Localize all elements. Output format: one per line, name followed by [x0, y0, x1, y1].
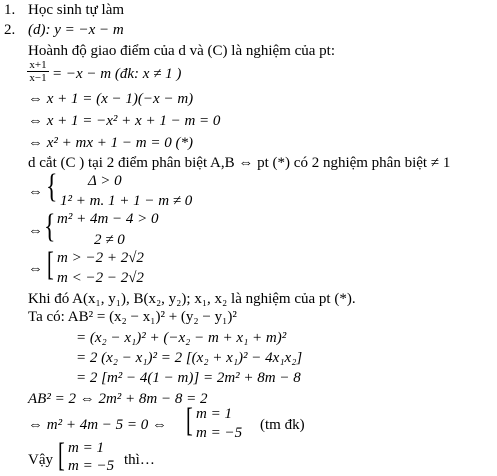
system-1-line-b: 1² + m. 1 + 1 − m ≠ 0: [60, 193, 193, 209]
system-2-line-b: 2 ≠ 0: [94, 232, 125, 248]
equation-3: ⇔ x + 1 = −x² + x + 1 − m = 0: [28, 113, 221, 129]
line-khi-do: Khi đó A(x₁, y₁), B(x₂, y₂); x₁, x₂ là nghiệm của pt (*).: [28, 291, 356, 307]
arrow-3: ⇔: [28, 261, 43, 277]
bracket-1: [: [47, 246, 54, 283]
tm-dk-label: (tm đk): [260, 417, 305, 433]
equation-2: ⇔ x + 1 = (x − 1)(−x − m): [28, 91, 194, 107]
union-2-line-b: m = −5: [196, 425, 243, 441]
final-equation: ⇔ m² + 4m − 5 = 0 ⇔: [28, 417, 168, 433]
line-d-cat: d cắt (C ) tại 2 điểm phân biệt A,B ⇔ pt (*) có 2 nghiệm phân biệt ≠ 1: [28, 155, 451, 171]
fraction-denominator: x−1: [27, 71, 49, 84]
arrow-1: ⇔: [28, 184, 43, 200]
fraction: [27, 59, 49, 84]
brace-2: {: [44, 208, 56, 245]
thi-label: thì…: [124, 452, 155, 468]
ab-line-4: = 2 [m² − 4(1 − m)] = 2m² + 8m − 8: [76, 370, 301, 386]
fraction-numerator: x+1: [29, 59, 47, 71]
item-1-number: 1.: [4, 2, 16, 18]
ab-line-3: = 2 (x₂ − x₁)² = 2 [(x₂ + x₁)² − 4x₁x₂]: [76, 350, 303, 366]
equation-1-rest: = −x − m (đk: x ≠ 1 ): [52, 66, 182, 82]
ab-line-2: = (x₂ − x₁)² + (−x₂ − m + x₁ + m)²: [76, 330, 287, 346]
union-2-line-a: m = 1: [196, 406, 232, 422]
item-2-number: 2.: [4, 22, 16, 38]
item-2-text: (d): y = −x − m: [28, 22, 124, 38]
bracket-2: [: [186, 402, 193, 439]
arrow-2: ⇔: [28, 223, 43, 239]
ab-equation: AB² = 2 ⇔ 2m² + 8m − 8 = 2: [28, 391, 208, 407]
union-1-line-b: m < −2 − 2√2: [57, 270, 144, 286]
union-3-line-a: m = 1: [68, 440, 104, 456]
brace-1: {: [46, 168, 58, 205]
bracket-3: [: [58, 437, 65, 474]
union-1-line-a: m > −2 + 2√2: [57, 250, 144, 266]
item-1-text: Học sinh tự làm: [28, 2, 125, 18]
equation-4: ⇔ x² + mx + 1 − m = 0 (*): [28, 135, 193, 151]
line-hoanh-do: Hoành độ giao điểm của d và (C) là nghiệm của pt:: [28, 43, 335, 59]
system-2-line-a: m² + 4m − 4 > 0: [57, 211, 159, 227]
union-3-line-b: m = −5: [68, 458, 115, 474]
vay-label: Vậy: [28, 452, 53, 468]
system-1-line-a: Δ > 0: [88, 173, 122, 189]
line-ta-co: Ta có: AB² = (x₂ − x₁)² + (y₂ − y₁)²: [28, 309, 237, 325]
